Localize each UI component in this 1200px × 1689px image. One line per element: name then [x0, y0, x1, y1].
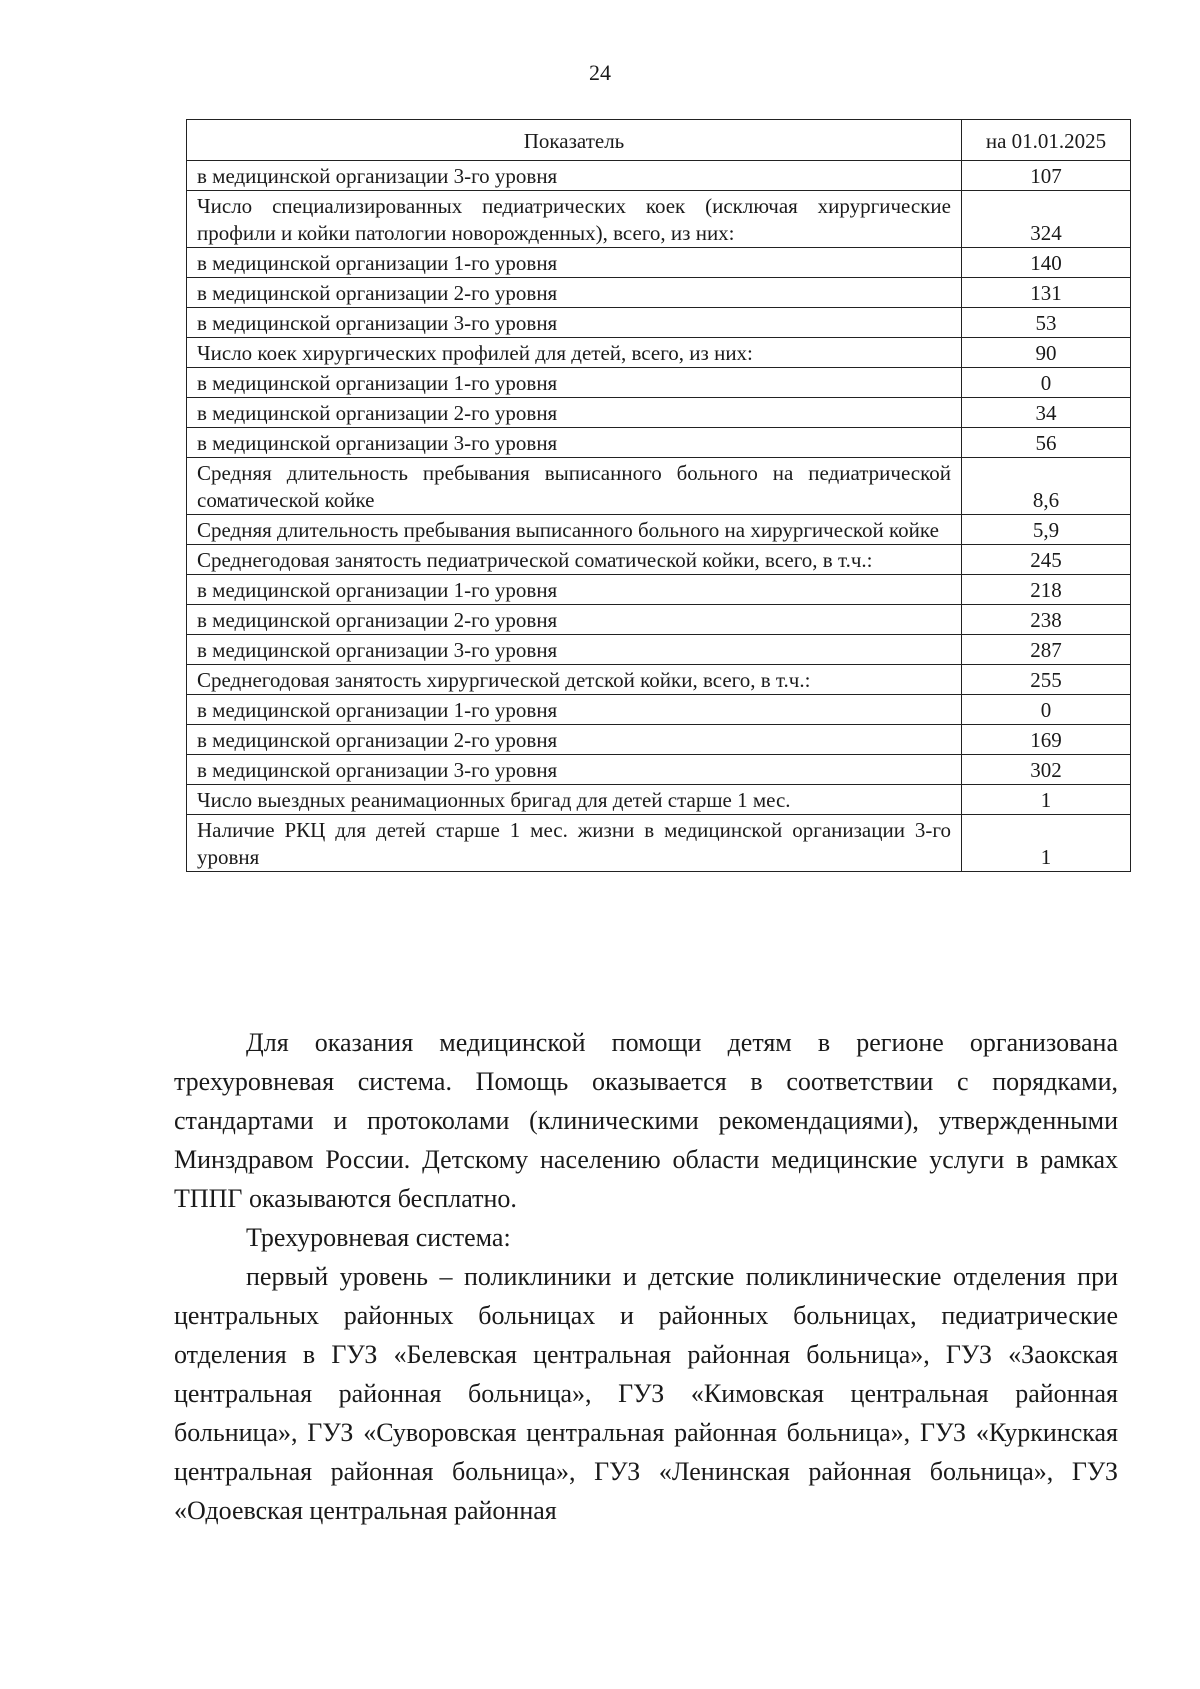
- row-value: 255: [962, 665, 1131, 695]
- row-label: Среднегодовая занятость хирургической детской койки, всего, в т.ч.:: [187, 665, 962, 695]
- row-label: Наличие РКЦ для детей старше 1 мес. жизни в медицинской организации 3-го уровня: [187, 815, 962, 872]
- table-row: [187, 278, 1131, 308]
- row-label: Среднегодовая занятость педиатрической соматической койки, всего, в т.ч.:: [187, 545, 962, 575]
- row-label: в медицинской организации 1-го уровня: [187, 575, 962, 605]
- table-row: [187, 695, 1131, 725]
- row-label: в медицинской организации 3-го уровня: [187, 755, 962, 785]
- row-label: Средняя длительность пребывания выписанного больного на педиатрической соматической койке: [187, 458, 962, 515]
- table-row: [187, 755, 1131, 785]
- table-row: [187, 368, 1131, 398]
- row-value: 53: [962, 308, 1131, 338]
- row-value: 238: [962, 605, 1131, 635]
- row-value: 1: [962, 785, 1131, 815]
- row-value: 140: [962, 248, 1131, 278]
- table-row: [187, 725, 1131, 755]
- row-value: 131: [962, 278, 1131, 308]
- table-row: [187, 161, 1131, 191]
- column-header-date: на 01.01.2025: [962, 120, 1131, 161]
- table-row: [187, 191, 1131, 248]
- table-row: [187, 515, 1131, 545]
- table-row: [187, 338, 1131, 368]
- row-value: 0: [962, 695, 1131, 725]
- row-value: 8,6: [962, 458, 1131, 515]
- page-number: 24: [589, 60, 611, 85]
- paragraph-system-heading: Трехуровневая система:: [246, 1223, 511, 1252]
- table-row: [187, 575, 1131, 605]
- table-row: [187, 398, 1131, 428]
- row-value: 169: [962, 725, 1131, 755]
- row-label: в медицинской организации 2-го уровня: [187, 725, 962, 755]
- row-value: 56: [962, 428, 1131, 458]
- row-label: в медицинской организации 2-го уровня: [187, 605, 962, 635]
- row-label: Число специализированных педиатрических коек (исключая хирургические профили и койки патологии новорожденных), всего, из них:: [187, 191, 962, 248]
- table-row: [187, 665, 1131, 695]
- row-value: 1: [962, 815, 1131, 872]
- paragraph-intro: Для оказания медицинской помощи детям в регионе организована трехуровневая система. Помощь оказывается в соответствии с порядками, стандартами и протоколами (клиническими рекомендациями), утвержденными Минздравом России. Детскому населению области медицинские услуги в рамках ТППГ оказываются бесплатно.: [174, 1028, 1118, 1213]
- paragraph-first-level: первый уровень – поликлиники и детские поликлинические отделения при центральных районных больницах и районных больницах, педиатрические отделения в ГУЗ «Белевская центральная районная больница», ГУЗ «Заокская центральная районная больница», ГУЗ «Кимовская центральная районная больница», ГУЗ «Суворовская центральная районная больница», ГУЗ «Куркинская центральная районная больница», ГУЗ «Ленинская районная больница», ГУЗ «Одоевская центральная районная: [174, 1262, 1118, 1525]
- row-label: в медицинской организации 3-го уровня: [187, 428, 962, 458]
- row-value: 302: [962, 755, 1131, 785]
- row-value: 218: [962, 575, 1131, 605]
- statistics-table: [186, 119, 1131, 872]
- row-label: в медицинской организации 1-го уровня: [187, 695, 962, 725]
- row-label: Средняя длительность пребывания выписанного больного на хирургической койке: [187, 515, 962, 545]
- table-row: [187, 605, 1131, 635]
- row-value: 0: [962, 368, 1131, 398]
- row-label: в медицинской организации 3-го уровня: [187, 161, 962, 191]
- row-value: 34: [962, 398, 1131, 428]
- table-row: [187, 308, 1131, 338]
- row-value: 245: [962, 545, 1131, 575]
- row-label: в медицинской организации 2-го уровня: [187, 398, 962, 428]
- row-label: в медицинской организации 1-го уровня: [187, 248, 962, 278]
- row-value: 107: [962, 161, 1131, 191]
- row-label: Число выездных реанимационных бригад для детей старше 1 мес.: [187, 785, 962, 815]
- table-row: [187, 635, 1131, 665]
- column-header-indicator: Показатель: [187, 120, 962, 161]
- table-row: [187, 815, 1131, 872]
- row-value: 324: [962, 191, 1131, 248]
- row-label: Число коек хирургических профилей для детей, всего, из них:: [187, 338, 962, 368]
- table-row: [187, 458, 1131, 515]
- table-row: [187, 248, 1131, 278]
- row-label: в медицинской организации 3-го уровня: [187, 308, 962, 338]
- table-row: [187, 545, 1131, 575]
- table-row: [187, 428, 1131, 458]
- row-value: 5,9: [962, 515, 1131, 545]
- table-row: [187, 785, 1131, 815]
- row-value: 90: [962, 338, 1131, 368]
- row-label: в медицинской организации 1-го уровня: [187, 368, 962, 398]
- row-label: в медицинской организации 2-го уровня: [187, 278, 962, 308]
- row-label: в медицинской организации 3-го уровня: [187, 635, 962, 665]
- row-value: 287: [962, 635, 1131, 665]
- table-header-row: [187, 120, 1131, 161]
- body-text: [174, 1023, 1118, 1530]
